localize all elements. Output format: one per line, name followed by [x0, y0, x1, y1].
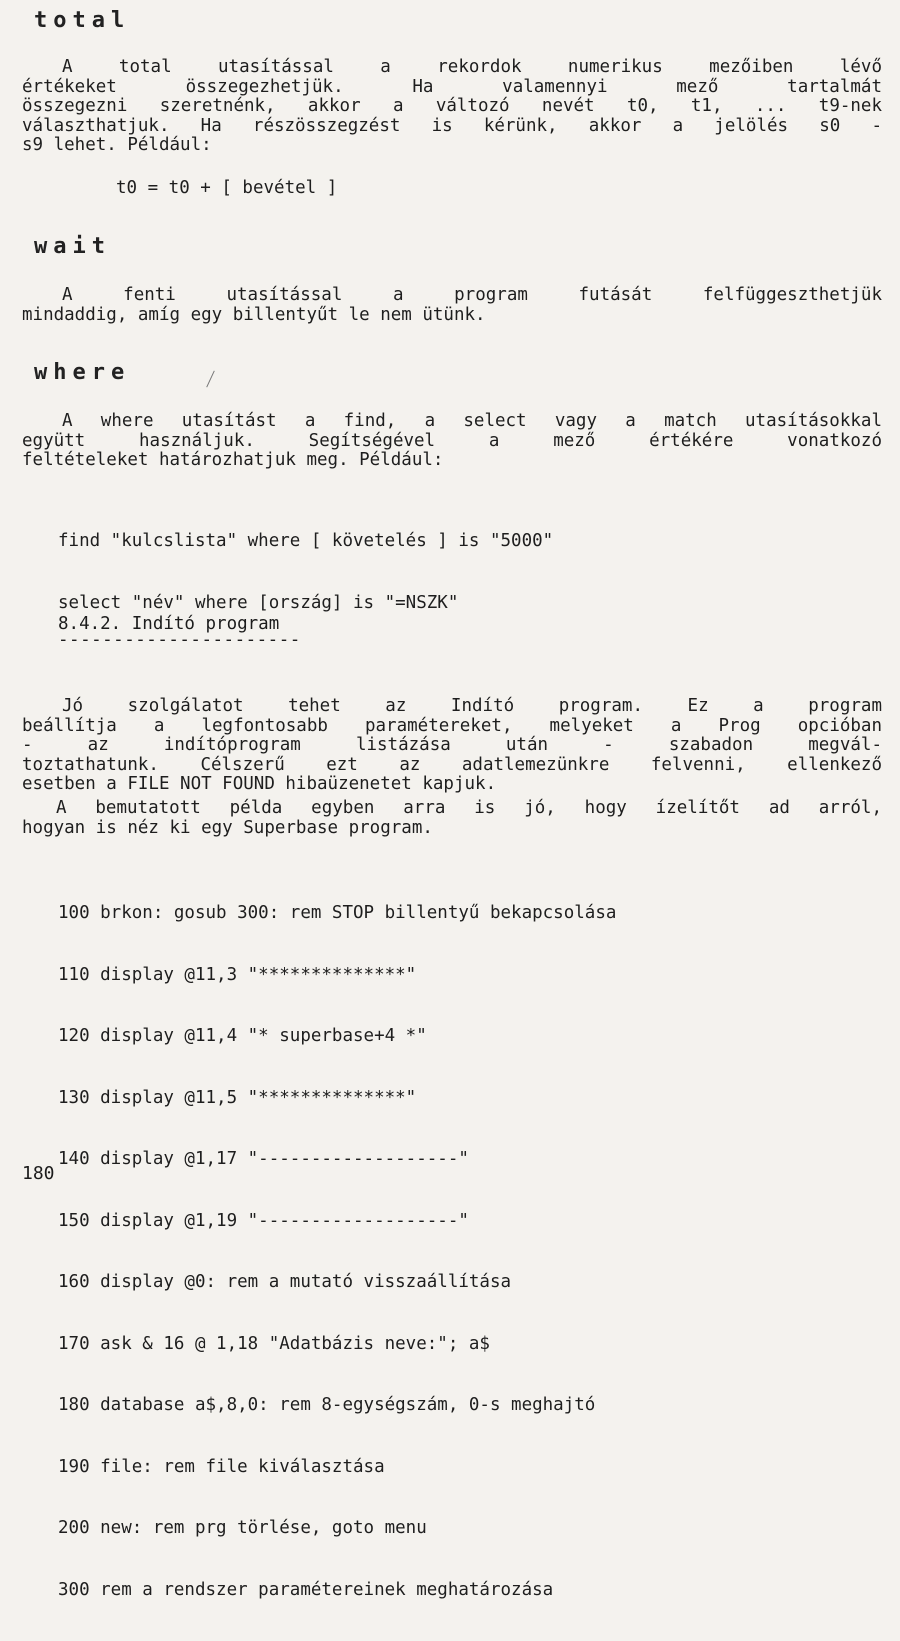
section-heading-wait: wait — [34, 234, 111, 259]
total-example: t0 = t0 + [ bevétel ] — [116, 178, 338, 198]
paragraph-line: összegezni szeretnénk, akkor a változó nevét t0, t1, ... t9-nek — [22, 96, 882, 116]
program-line: 130 display @11,5 "**************" — [58, 1087, 417, 1108]
program-listing — [58, 862, 616, 1641]
program-line: 160 display @0: rem a mutató visszaállítása — [58, 1272, 512, 1292]
program-line: 100 brkon: gosub 300: rem STOP billentyű bekapcsolása — [58, 903, 617, 923]
program-line: 120 display @11,4 "* superbase+4 *" — [58, 1026, 427, 1046]
wait-paragraph — [22, 286, 882, 325]
program-line: 170 ask & 16 @ 1,18 "Adatbázis neve:"; a$ — [58, 1333, 490, 1354]
code-line: find "kulcslista" where [ követelés ] is "5000" — [58, 531, 554, 551]
paragraph-line: feltételeket határozhatjuk meg. Például: — [22, 450, 444, 470]
program-line: 150 display @1,19 "-------------------" — [58, 1210, 469, 1231]
paragraph-line: beállítja a legfontosabb paramétereket, melyeket a Prog opcióban — [22, 715, 882, 736]
program-line: 140 display @1,17 "-------------------" — [58, 1149, 469, 1169]
total-paragraph — [22, 58, 882, 156]
page-number: 180 — [22, 1163, 55, 1184]
indito-paragraph-1 — [22, 697, 882, 795]
subsection-underline: ---------------------- — [58, 630, 301, 650]
section-heading-where: where — [34, 360, 131, 385]
program-line: 200 new: rem prg törlése, goto menu — [58, 1518, 427, 1538]
paragraph-line: értékeket összegezhetjük. Ha valamennyi mező tartalmát — [22, 76, 882, 97]
program-line: 180 database a$,8,0: rem 8-egységszám, 0-s meghajtó — [58, 1395, 596, 1415]
program-line: 190 file: rem file kiválasztása — [58, 1456, 385, 1477]
subsection-title: 8.4.2. Indító program — [58, 614, 280, 634]
paragraph-line: s9 lehet. Például: — [22, 135, 212, 155]
paragraph-line: - az indítóprogram listázása után - szabadon megvál- — [22, 735, 882, 755]
paragraph-line: toztathatunk. Célszerű ezt az adatlemezünkre felvenni, ellenkező — [22, 754, 882, 775]
program-line: 300 rem a rendszer paramétereinek meghatározása — [58, 1579, 554, 1600]
paragraph-line: hogyan is néz ki egy Superbase program. — [22, 817, 433, 838]
indito-paragraph-2 — [22, 799, 882, 838]
paragraph-line: A where utasítást a find, a select vagy a match utasításokkal — [62, 411, 882, 431]
section-heading-total: total — [34, 8, 131, 33]
paragraph-line: A fenti utasítással a program futását felfüggeszthetjük — [62, 285, 882, 305]
program-line: 110 display @11,3 "**************" — [58, 964, 417, 985]
print-smudge — [206, 371, 215, 388]
paragraph-line: A total utasítással a rekordok numerikus mezőiben lévő — [62, 57, 882, 77]
paragraph-line: választhatjuk. Ha részösszegzést is kérünk, akkor a jelölés s0 - — [22, 115, 882, 136]
paragraph-line: mindaddig, amíg egy billentyűt le nem ütünk. — [22, 304, 486, 325]
paragraph-line: együtt használjuk. Segítségével a mező értékére vonatkozó — [22, 430, 882, 451]
paragraph-line: esetben a FILE NOT FOUND hibaüzenetet kapjuk. — [22, 774, 497, 794]
code-line: select "név" where [ország] is "=NSZK" — [58, 592, 459, 613]
where-paragraph — [22, 412, 882, 471]
paragraph-line: A bemutatott példa egyben arra is jó, hogy ízelítőt ad arról, — [56, 798, 882, 818]
paragraph-line: Jó szolgálatot tehet az Indító program. Ez a program — [62, 696, 882, 716]
